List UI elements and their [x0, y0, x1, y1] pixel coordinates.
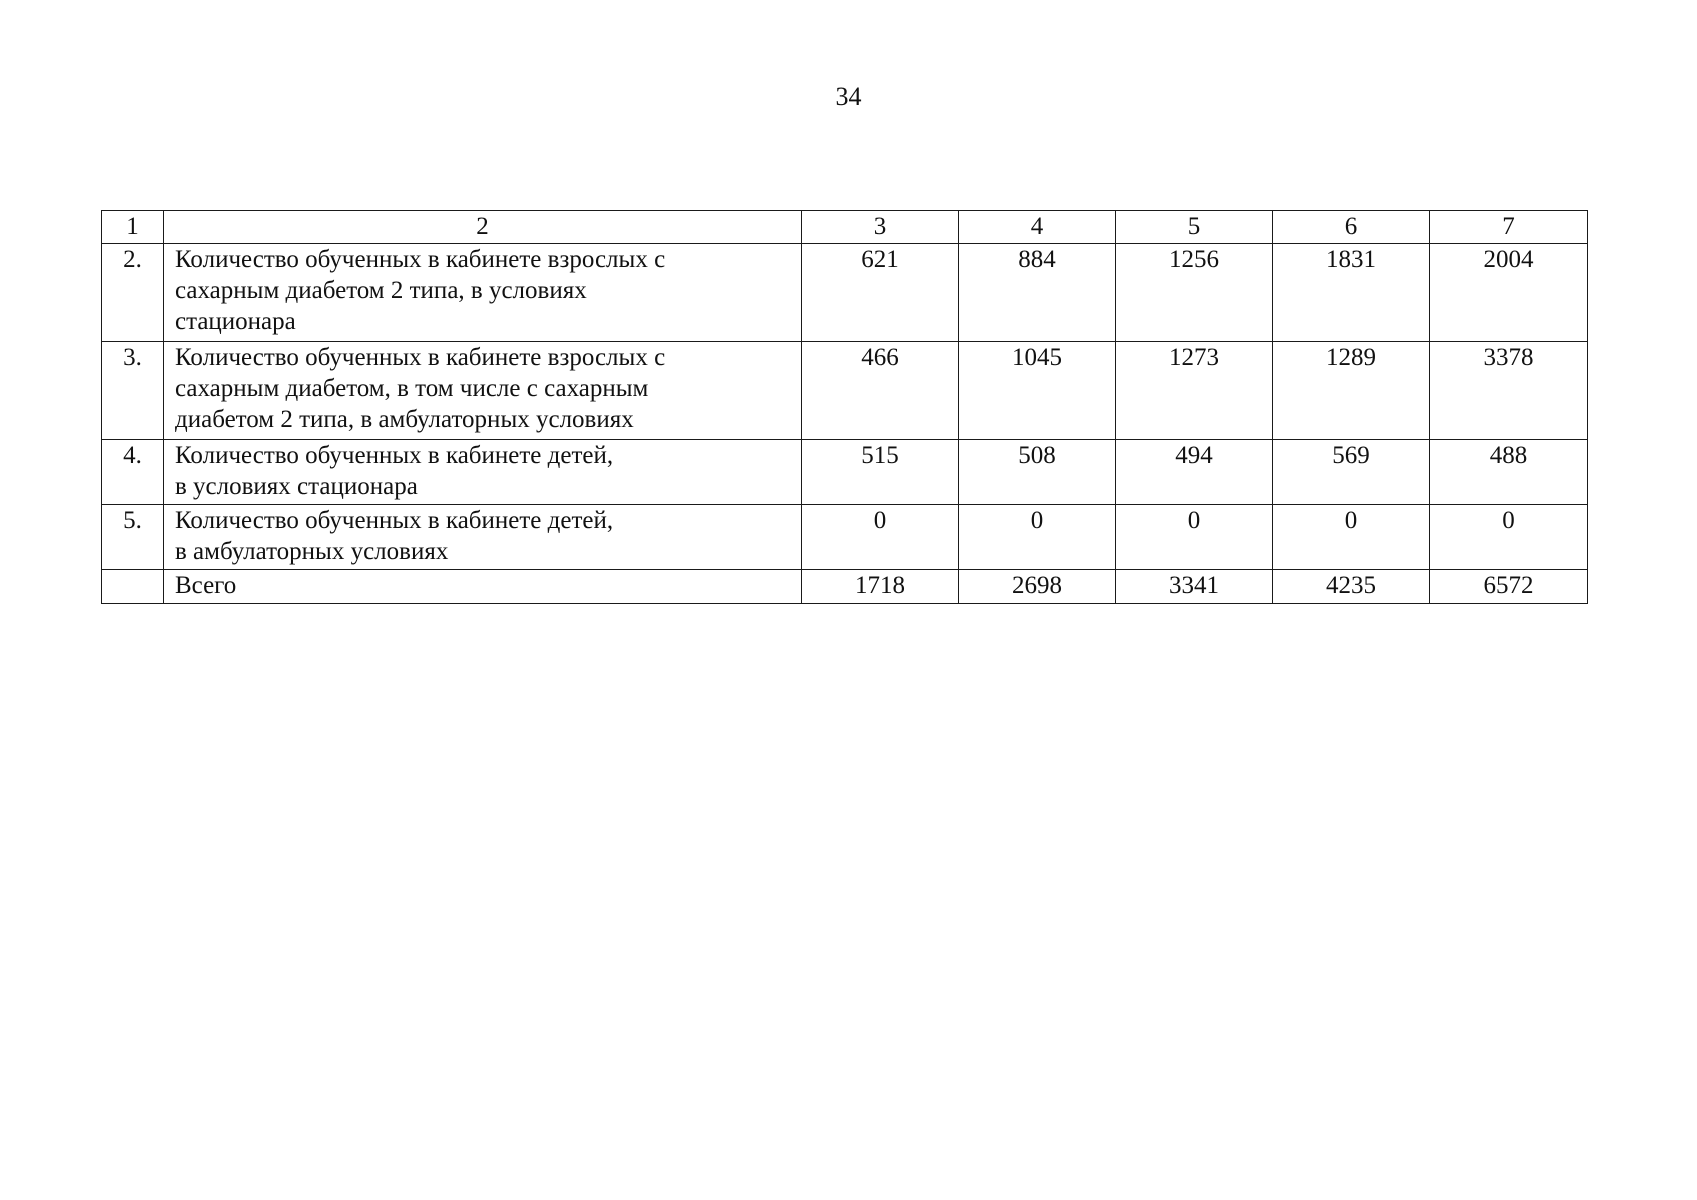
- total-value-cell: 3341: [1116, 570, 1273, 604]
- total-value-cell: 6572: [1430, 570, 1588, 604]
- table-row: [102, 440, 1588, 505]
- value-cell: 515: [802, 440, 959, 505]
- header-cell: 3: [802, 211, 959, 244]
- row-name-line: Количество обученных в кабинете взрослых с: [175, 344, 666, 371]
- value-cell: 488: [1430, 440, 1588, 505]
- row-name-line: в амбулаторных условиях: [175, 538, 449, 565]
- header-cell: 5: [1116, 211, 1273, 244]
- value-cell: 569: [1273, 440, 1430, 505]
- row-number: 2.: [102, 244, 164, 342]
- total-value-cell: 4235: [1273, 570, 1430, 604]
- value-cell: 1256: [1116, 244, 1273, 342]
- header-cell: 7: [1430, 211, 1588, 244]
- value-cell: 2004: [1430, 244, 1588, 342]
- value-cell: 0: [1273, 505, 1430, 570]
- value-cell: 1273: [1116, 342, 1273, 440]
- row-name-line: Количество обученных в кабинете взрослых с: [175, 246, 666, 273]
- table-total-row: [102, 570, 1588, 604]
- value-cell: 0: [802, 505, 959, 570]
- row-name-line: диабетом 2 типа, в амбулаторных условиях: [175, 406, 634, 433]
- data-table: [101, 210, 1588, 604]
- row-name-line: сахарным диабетом, в том числе с сахарным: [175, 375, 649, 402]
- value-cell: 884: [959, 244, 1116, 342]
- row-name-line: стационара: [175, 308, 296, 335]
- total-value-cell: 2698: [959, 570, 1116, 604]
- value-cell: 1831: [1273, 244, 1430, 342]
- page-number: 34: [835, 82, 862, 111]
- header-cell: 6: [1273, 211, 1430, 244]
- table-row: [102, 244, 1588, 342]
- value-cell: 1289: [1273, 342, 1430, 440]
- row-name: [164, 440, 802, 505]
- value-cell: 621: [802, 244, 959, 342]
- row-name: [164, 244, 802, 342]
- row-number: [102, 570, 164, 604]
- row-name-line: в условиях стационара: [175, 473, 418, 500]
- value-cell: 494: [1116, 440, 1273, 505]
- table-header-row: [102, 211, 1588, 244]
- row-number: 3.: [102, 342, 164, 440]
- header-cell: 1: [102, 211, 164, 244]
- value-cell: 0: [1116, 505, 1273, 570]
- header-cell: 4: [959, 211, 1116, 244]
- row-name-line: Количество обученных в кабинете детей,: [175, 442, 614, 469]
- value-cell: 466: [802, 342, 959, 440]
- value-cell: 0: [959, 505, 1116, 570]
- value-cell: 3378: [1430, 342, 1588, 440]
- value-cell: 1045: [959, 342, 1116, 440]
- header-cell: 2: [164, 211, 802, 244]
- table-row: [102, 342, 1588, 440]
- table-row: [102, 505, 1588, 570]
- total-label: Всего: [164, 570, 802, 604]
- row-number: 4.: [102, 440, 164, 505]
- total-value-cell: 1718: [802, 570, 959, 604]
- value-cell: 0: [1430, 505, 1588, 570]
- row-name-line: Количество обученных в кабинете детей,: [175, 507, 614, 534]
- row-name-line: сахарным диабетом 2 типа, в условиях: [175, 277, 587, 304]
- value-cell: 508: [959, 440, 1116, 505]
- row-name: [164, 342, 802, 440]
- row-name: [164, 505, 802, 570]
- row-number: 5.: [102, 505, 164, 570]
